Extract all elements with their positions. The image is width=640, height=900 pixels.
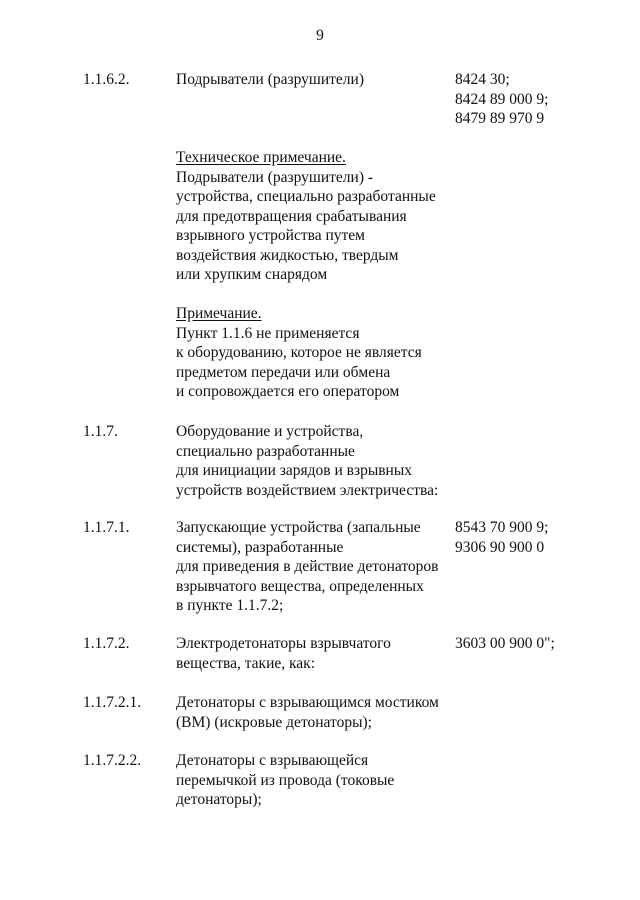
- description-line: Электродетонаторы взрывчатого: [176, 635, 391, 652]
- description-line: Детонаторы с взрывающейся: [176, 752, 369, 769]
- description-line: Детонаторы с взрывающимся мостиком: [176, 694, 439, 711]
- description-line: перемычкой из провода (токовые: [176, 771, 395, 789]
- description-line: устройств воздействием электричества:: [176, 481, 439, 499]
- note-line: устройства, специально разработанные: [176, 188, 436, 205]
- description-line: системы), разработанные: [176, 538, 344, 556]
- entry-number: 1.1.7.: [83, 423, 118, 440]
- note-heading: Примечание.: [176, 305, 262, 322]
- entry-codes: [455, 634, 555, 654]
- code-line: 8543 70 900 9;: [455, 519, 549, 536]
- note-line: воздействия жидкостью, твердым: [176, 246, 399, 264]
- entry-description: [176, 518, 448, 616]
- entry-description: [176, 634, 448, 673]
- entry-number: 1.1.7.2.2.: [83, 752, 142, 769]
- entry-description: [176, 693, 448, 732]
- note-line: к оборудованию, которое не является: [176, 344, 422, 361]
- note-line: Подрыватели (разрушители) -: [176, 168, 374, 186]
- entry-description: [176, 751, 448, 810]
- description-line: (ВМ) (искровые детонаторы);: [176, 713, 372, 731]
- description-line: Подрыватели (разрушители): [176, 71, 364, 88]
- entry-description: [176, 422, 448, 500]
- entry-number: 1.1.7.1.: [83, 519, 130, 536]
- description-line: специально разработанные: [176, 442, 355, 460]
- note-line: или хрупким снарядом: [176, 266, 328, 283]
- code-line: 3603 00 900 0";: [455, 635, 555, 652]
- entry-codes: [455, 70, 548, 129]
- description-line: взрывчатого вещества, определенных: [176, 577, 424, 595]
- description-line: для инициации зарядов и взрывных: [176, 462, 413, 479]
- description-line: для приведения в действие детонаторов: [176, 558, 439, 575]
- note-line: и сопровождается его оператором: [176, 383, 400, 400]
- note-line: для предотвращения срабатывания: [176, 207, 407, 225]
- code-line: 8424 89 000 9;: [455, 90, 549, 108]
- technical-note-heading: Техническое примечание.: [176, 149, 346, 166]
- page-number: 9: [316, 27, 324, 44]
- code-line: 8479 89 970 9: [455, 110, 545, 127]
- description-line: вещества, такие, как:: [176, 654, 316, 672]
- description-line: детонаторы);: [176, 791, 262, 808]
- note-line: предметом передачи или обмена: [176, 363, 391, 381]
- note-line: Пункт 1.1.6 не применяется: [176, 324, 360, 342]
- description-line: в пункте 1.1.7.2;: [176, 597, 284, 614]
- code-line: 9306 90 900 0: [455, 538, 545, 556]
- description-line: Запускающие устройства (запальные: [176, 519, 421, 536]
- description-line: Оборудование и устройства,: [176, 423, 364, 440]
- note-line: взрывного устройства путем: [176, 227, 365, 244]
- entry-number: 1.1.6.2.: [83, 71, 130, 88]
- entry-number: 1.1.7.2.1.: [83, 694, 142, 711]
- code-line: 8424 30;: [455, 71, 510, 88]
- entry-description: [176, 70, 448, 90]
- entry-number: 1.1.7.2.: [83, 635, 130, 652]
- entry-codes: [455, 518, 548, 557]
